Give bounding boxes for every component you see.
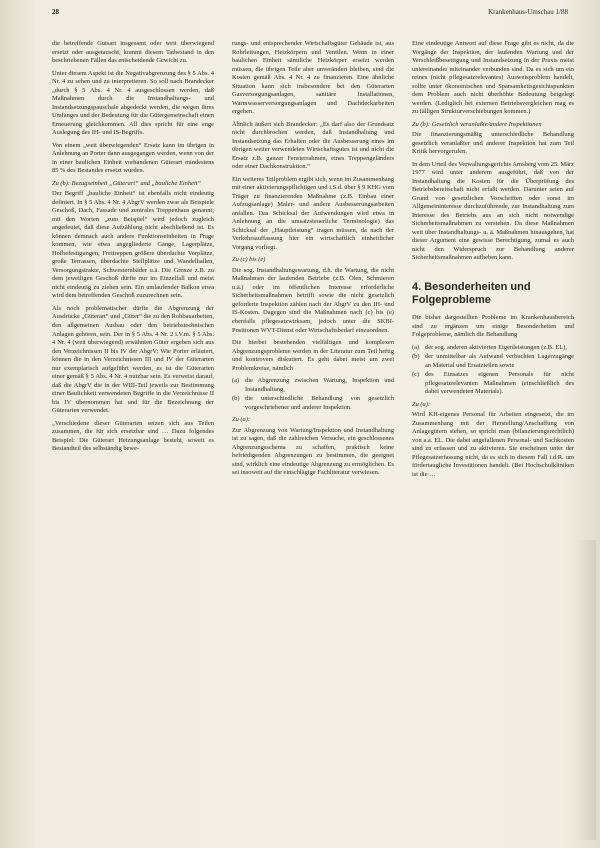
- subheading: Zu (a):: [232, 416, 251, 424]
- list-marker: (c): [412, 371, 420, 379]
- paragraph: Eine eindeutige Antwort auf diese Frage gibt es nicht, da die Vorgänge der Inspektion, der laufenden Wartung und der Verschleißbeseitigung und Instandsetzung in der Praxis meist untereinander miteinander verbunden sind. Da es sich um ein reines (nicht pflegesatzrelevantes) Ausweisproblem handelt, sollte unter ökonomischen und Sparsamkeitsgesichtspunkten dem Problem auch nicht überhöhte Bedeutung beigelegt werden. (Lediglich bei externen Betriebsvergleichen mag es zu fälligen Strukturverschiebungen kommen.): [412, 40, 574, 116]
- subheading: Zu (a):: [412, 400, 431, 408]
- list-item: [412, 371, 574, 397]
- paragraph: Die sog. Instandhaltungswartung, d.h. die Wartung, die nicht Maßnahmen der laufenden Betriebe (z.B. Ölen, Schmieren u.ä.) oder im öffentlichen Interesse erforderliche Sicherheitsmaßnahmen betrifft sowie die nicht gesetzlich geforderte Inspektion zählen nach der AbgrV zu den IH- und IS-Kosten. Dagegen sind die Maßnahmen nach (c) bis (e) ebenfalls pflegesatzwirksam, jedoch unter die SKBI-Positionen WVT-Dienst oder Wirtschaftsbedarf einzuordnen.: [232, 266, 394, 334]
- list-text: der sog. anderen aktivierten Eigenleistungen (z.B. EL),: [425, 343, 567, 351]
- paragraph: die betreffende Gutsart insgesamt oder weit überwiegend ersetzt oder ausgetauscht, kommt diesem Tatbestand in den beschriebenen Fällen das entscheidende Gewicht zu.: [52, 40, 214, 65]
- list-marker: (b): [412, 353, 420, 361]
- running-head: Krankenhaus-Umschau 1/88: [488, 8, 568, 16]
- subheading: Zu (b): Bezugseinheit „Güterart“ und „bauliche Einheit“: [52, 179, 202, 187]
- paragraph: Die hierbei bestehenden vielfältigen und komplexen Abgrenzungsprobleme werden in der Literatur zum Teil heftig und kontrovers diskutiert. Es geht dabei meist um zwei Problemkreise, nämlich: [232, 339, 394, 372]
- paragraph: Ein weiteres Teilproblem ergibt sich, wenn im Zusammenhang mit einer aktivierungspflichtigen und i.S.d. über § 9 KHG vom Träger zu finanzierenden Maßnahme (z.B. Einbau einer Aufzugsanlage) Maler- und andere Ausbesserungsarbeiten anfallen. Das Schicksal der Aufwendungen wird etwa in Anlehnung an die umsatzsteuerliche Terminologie) das Schicksal der „Hauptleistung“ tragen müssen, da nach der Verkehrsauffassung hier ein wirtschaftlich einheitlicher Vorgang vorliegt.: [232, 175, 394, 251]
- list-item: [412, 344, 574, 353]
- text-column-3: [412, 40, 574, 483]
- paragraph: Die finanzierungsmäßig unterschiedliche Behandlung gesetzlich veranlaßter und anderer Inspektion hat zum Teil Kritik hervorgerufen.: [412, 131, 574, 156]
- list-item: [232, 377, 394, 394]
- enumerated-list: [232, 377, 394, 412]
- enumerated-list: [412, 344, 574, 397]
- page-number: 28: [52, 8, 59, 16]
- paragraph: Der Begriff „bauliche Einheit“ ist ebenfalls nicht eindeutig definiert. In § 5 Abs. 4 Nr. 4 AbgrV werden zwar als Beispiele Geschoß, Dach, Fassade und zentrales Treppenhaus genannt; mit den Worten „zum Beispiel“ wird jedoch zugleich angedeutet, daß diese Aufzählung nicht abschließend ist. Es können demnach auch andere Funktionseinheiten in Frage kommen, wie etwa angegliederte Gänge, Lagerplätze, Hofbefestigungen, Freitreppen größere überdachte Vorplätze, große Terrassen, überdachte Stellplätze und Wandelhallen, Versorgungstrakte, Schwesternbäder u.ä. Die Grenze z.B. zu dem jeweiligen Geschoß dürfte nur im Einzelfall und meist nicht eindeutig zu ziehen sein. Ein umlaufender Balkon etwa wird dem betreffenden Geschoß zuzurechnen sein.: [52, 190, 214, 300]
- paragraph: Von einem „weit überwiegenden“ Ersatz kann im übrigen in Anlehnung an Porter dann ausgegangen werden, wenn von der in einer baulichen Einheit vorhandenen Güterart mindestens 85 % des Bestandes ersetzt wurden.: [52, 141, 214, 175]
- text-column-2: [232, 40, 394, 482]
- paragraph: Wird KH-eigenes Personal für Arbeiten eingesetzt, die im Zusammenhang mit der Herstellung/Anschaffung von Anlagegütern stehen, so spricht man (bilanzierungsrechtlich) von a.a. EL. Die dabei angefallenen Personal- und Sachkosten sind zu erfassen und zu aktivieren. Sie erscheinen unter der Pflegesatzerfassung nicht, da es sich in diesem Fall i.d.R. um fördertaugliche Investitionen handelt. (Bei Hochschulkliniken ist die …: [412, 411, 574, 478]
- subheading: Zu (c) bis (e): [232, 256, 266, 264]
- list-marker: (a): [232, 377, 240, 385]
- list-text: des Einsatzes eigenen Personals für nicht pflegesatzrelevanten Maßnahmen (einschließlich des dabei verwendeten Materials).: [425, 371, 574, 396]
- section-heading: 4. Besonderheiten und Folgeprobleme: [412, 280, 531, 306]
- list-text: der unmittelbar als Aufwand verbuchten Lagerzugänge an Material und Ersatzteilen sowie: [425, 353, 574, 369]
- list-marker: (a): [412, 343, 420, 351]
- paragraph: Unter diesem Aspekt ist die Negativabgrenzung des § 5 Abs. 4 Nr. 4 zu sehen und zu interpretieren. So soll nach Brandecker „durch § 5 Abs. 4 Nr. 4 ausgeschlossen werden, daß Maßnahmen durch die Instandhaltungs- und Instandsetzungspauschale abgedeckt werden, die wegen ihres Umfanges und der Bedeutung für die Gütergemeinschaft einen Erneuerung gleichkommen. All dies spricht für eine enge Auslegung des IH- und IS-Begriffs.: [52, 69, 214, 137]
- paragraph: Ähnlich äußert sich Brandecker: „Es darf also der Grundsatz nicht durchbrochen werden, daß Instandhaltung und Instandsetzung das Erhalten oder die Ausbesserung eines im übrigen weiter verwendeten Wirtschaftsgutes ist und nicht die Ersatz z.B. ganzer Fensterrahmen, eines Treppengeländers oder einer Dachkonstruktion.“: [232, 120, 394, 171]
- paragraph: Als noch problematischer dürfte die Abgrenzung der Ausdrücke „Güterart“ und „Güter“ die zu den Rohbauarbeiten, den allgemeinen Ausbau oder den betriebstechnischen Anlagen gehören, sein. Der in § 5 Abs. 4 Nr. 2 i.V.m. § 5 Abs. 4 Nr. 4 (weit überwiegend) erwähnten Güter ergeben sich aus den Verzeichnissen II bis IV der AbgrV; Wie Porter erläutert, können die in den Verzeichnissen III und IV der Güterarten nur exemplarisch aufgeführt werden, es ist die Güterarten einer gemäß § 5 Abs. 4 Nr. 4 nutzbar sein. Es verweist darauf, daß die AbgrV die in der WIII-Teil jeweils zur Bestimmung einer Baulichkeit verwendeten Begriffe in die Verzeichnisse II bis IV übernommen hat und für die Bezeichnung der Güterarten verwendet.: [52, 304, 214, 415]
- subheading: Zu (b): Gesetzlich veranlaßte/andere Inspektionen: [412, 120, 542, 128]
- list-marker: (b): [232, 395, 240, 403]
- list-text: die unterschiedliche Behandlung von gesetzlich vorgeschriebener und anderer Inspektion.: [245, 395, 394, 411]
- page-edge-shadow: [576, 540, 596, 840]
- paragraph: Zur Abgrenzung von Wartung/Inspektion und Instandhaltung ist zu sagen, daß die zahlreichen Versuche, ein geschlossenes Abgrenzungsschema zu schaffen, praktisch keine befriedigenden Abgrenzungen zu bestimmen, die geeignet sind, wirklich eine eindeutige Abgrenzung zu ermöglichen. Es sei insoweit auf die einschlägige Fachliteratur verwiesen.: [232, 426, 394, 477]
- list-item: [232, 395, 394, 412]
- list-item: [412, 353, 574, 370]
- paragraph: In dem Urteil des Verwaltungsgerichts Arnsberg vom 25. März 1977 wird unter anderem ausgeführt, daß von der Instandhaltung die Kosten für die Überprüfung des Betriebsbereitschaft nicht erfaßt werden. Darunter seien auf Grund von gesetzlichen Vorschriften oder sonst im Allgemeininteresse durchzuführende, zur Instandhaltung zum Interesse des Betriebs aus an sich nicht notwendige Sicherheitsmaßnahmen zu verstehen. Da diese Maßnahmen weit über Instandhaltungs- u. ä. Maßnahmen hinausgehen, hat dieser Argument eine gewisse Berechtigung, zumal es auch nicht den Widerspruch zur Behandlung anderer Sicherheitsmaßnahmen aufheben kann.: [412, 160, 574, 262]
- paragraph: rungs- und entsprechender Wirtschaftsgüter Gebäude ist, aus Rohrleitungen, Heizkörpern und Ventilen. Wenn in einer baulichen Einheit sämtliche Heizkörper ersetzt werden müssen, die übrigen Teile aber unverändert bleiben, sind die Kosten gemäß Abs. 4 Nr. 4 zu finanzieren. Eine ähnliche Situation kann sich insbesondere bei den Güterarten Gasversorgungsanlagen, sanitäre Installationen, Warmwasserversorgungsanlagen und Dachdeckarbeiten ergeben.: [232, 40, 394, 116]
- page-header: [52, 8, 568, 20]
- text-column-1: [52, 40, 214, 458]
- paragraph: „Verschiedene dieser Güterarten setzen sich aus Teilen zusammen, die für sich ersetzbar sind … Dazu folgendes Beispiel: Die Güterart Heizungsanlage besteht, soweit es Bestandteil des selbständig bewe-: [52, 419, 214, 453]
- list-text: die Abgrenzung zwischen Wartung, Inspektion und Instandhaltung,: [245, 377, 394, 393]
- paragraph: Die bisher dargestellten Probleme im Krankenhausbereich sind zu ergänzen um einige Besonderheiten und Folgeprobleme, nämlich die Behandlung: [412, 314, 574, 339]
